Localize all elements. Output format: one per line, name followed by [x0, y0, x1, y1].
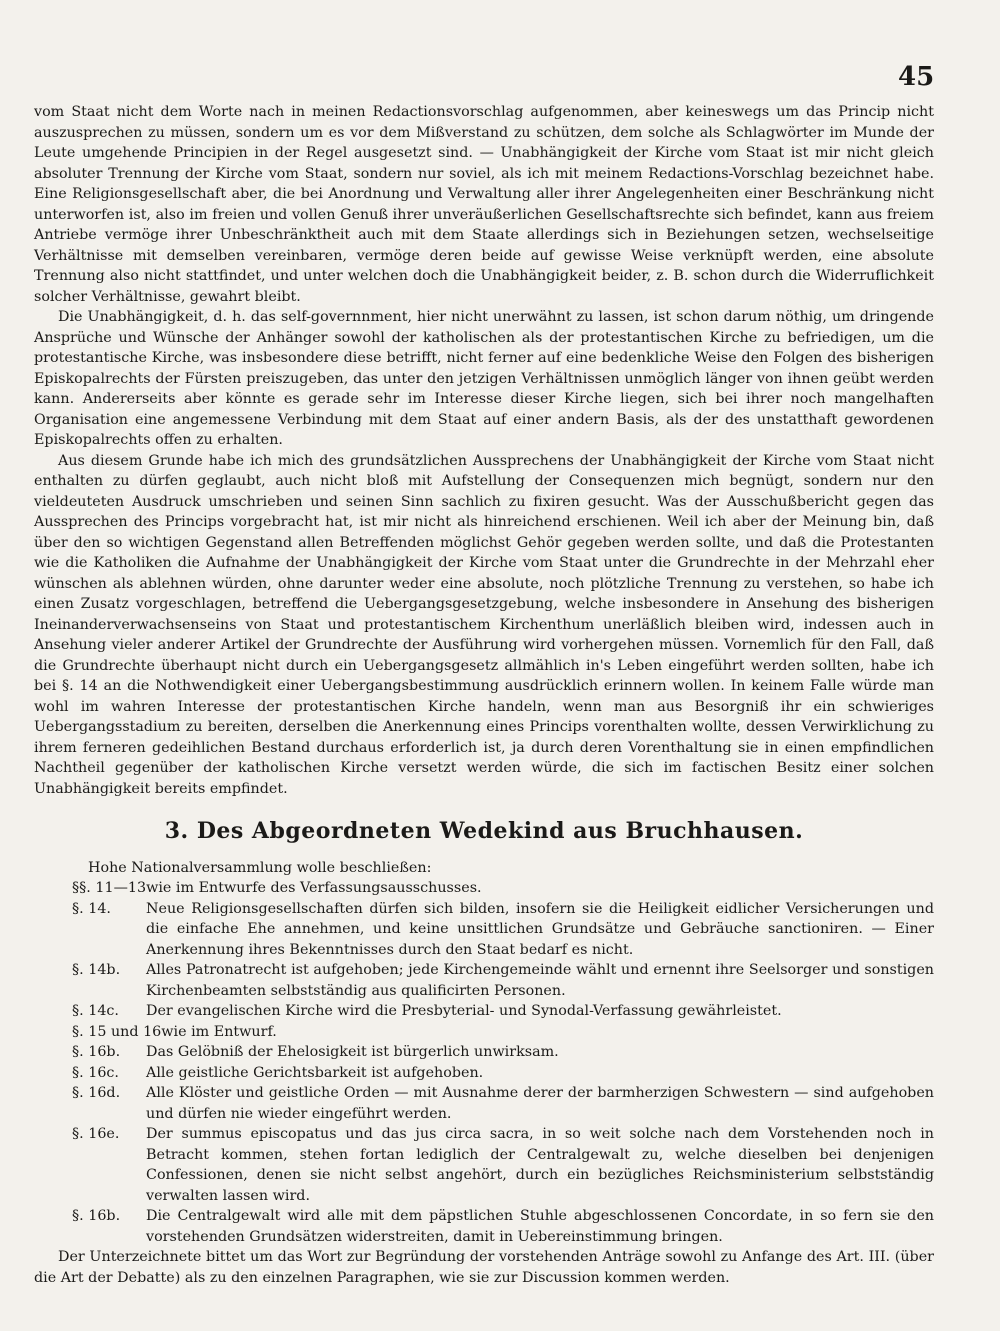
document-body	[34, 102, 934, 1288]
list-item	[34, 1022, 934, 1043]
item-number: §. 14c.	[72, 1003, 119, 1019]
list-item	[34, 1124, 934, 1206]
list-item	[34, 1042, 934, 1063]
item-number: §. 14.	[72, 900, 111, 917]
list-item	[34, 1206, 934, 1247]
list-item	[34, 878, 934, 899]
list-item	[34, 960, 934, 1001]
page-number: 45	[898, 62, 935, 92]
item-number: §. 14b.	[72, 962, 121, 978]
item-text: Der evangelischen Kirche wird die Presbyterial- und Synodal-Verfassung gewährleistet.	[146, 1003, 782, 1019]
list-item	[34, 1063, 934, 1084]
item-number: §. 15 und 16	[72, 1023, 162, 1040]
item-text: Alle Klöster und geistliche Orden — mit Ausnahme derer der barmherzigen Schwestern — sind aufgehoben und dürfen nie wieder eingeführt werden.	[146, 1085, 934, 1122]
paragraph: Aus diesem Grunde habe ich mich des grundsätzlichen Aussprechens der Unabhängigkeit der Kirche vom Staat nicht enthalten zu dürfen geglaubt, auch nicht bloß mit Aufstellung der Consequenzen mich begnügt, sondern nur den vieldeuteten Ausdruck umschrieben und seinen Sinn sachlich zu fixiren gesucht. Was der Ausschußbericht gegen das Aussprechen des Princips vorgebracht hat, ist mir nicht als hinreichend erschienen. Weil ich aber der Meinung bin, daß über den so wichtigen Gegenstand allen Betreffenden möglichst Gehör gegeben werden sollte, und daß die Protestanten wie die Katholiken die Aufnahme der Unabhängigkeit der Kirche vom Staat unter die Grundrechte in der Mehrzahl eher wünschen als ablehnen würden, ohne darunter weder eine absolute, noch plötzliche Trennung zu verstehen, so habe ich einen Zusatz vorgeschlagen, betreffend die Uebergangsgesetzgebung, welche insbesondere in Ansehung des bisherigen Ineinanderverwachsenseins von Staat und protestantischem Kirchenthum unerläßlich bleiben wird, indessen auch in Ansehung vieler anderer Artikel der Grundrechte der Ausführung wird vorhergehen müssen. Vornemlich für den Fall, daß die Grundrechte überhaupt nicht durch ein Uebergangsgesetz allmählich in's Leben eingeführt werden sollten, habe ich bei §. 14 an die Nothwendigkeit einer Uebergangsbestimmung ausdrücklich erinnern wollen. In keinem Falle würde man wohl im wahren Interesse der protestantischen Kirche handeln, wenn man aus Besorgniß ihr ein schwieriges Uebergangsstadium zu bereiten, derselben die Anerkennung eines Princips vorenthalten wollte, dessen Verwirklichung zu ihrem ferneren gedeihlichen Bestand durchaus erforderlich ist, ja durch deren Vorenthaltung sie in einen empfindlichen Nachtheil gegenüber der katholischen Kirche versetzt werden würde, die sich im factischen Besitz einer solchen Unabhängigkeit bereits empfindet.	[34, 452, 934, 797]
item-text: Das Gelöbniß der Ehelosigkeit ist bürgerlich unwirksam.	[146, 1044, 559, 1060]
item-number: §. 16c.	[72, 1064, 119, 1081]
section-heading: 3. Des Abgeordneten Wedekind aus Bruchhausen.	[164, 818, 804, 844]
item-text: wie im Entwurfe des Verfassungsausschusses.	[146, 880, 482, 896]
item-number: §. 16d.	[72, 1085, 121, 1101]
item-number: §. 16b.	[72, 1208, 121, 1224]
item-number: §. 16e.	[72, 1126, 120, 1142]
item-text: Alle geistliche Gerichtsbarkeit ist aufgehoben.	[146, 1064, 484, 1081]
item-text: Die Centralgewalt wird alle mit dem päpstlichen Stuhle abgeschlossenen Concordate, in so fern sie den vorstehenden Grundsätzen widerstreiten, damit in Uebereinstimmung bringen.	[146, 1208, 934, 1245]
item-number: §. 16b.	[72, 1044, 121, 1060]
list-item	[34, 1083, 934, 1124]
closing-paragraph: Der Unterzeichnete bittet um das Wort zur Begründung der vorstehenden Anträge sowohl zu Anfange des Art. III. (über die Art der Debatte) als zu den einzelnen Paragraphen, wie sie zur Discussion kommen werden.	[34, 1249, 934, 1286]
item-text: Neue Religionsgesellschaften dürfen sich bilden, insofern sie die Heiligkeit eidlicher Versicherungen und die einfache Ehe annehmen, und keine unsittlichen Grundsätze und Gebräuche sanctioniren. — Einer Anerkennung ihres Bekenntnisses durch den Staat bedarf es nicht.	[146, 900, 934, 958]
item-text: wie im Entwurf.	[161, 1023, 277, 1040]
list-item	[34, 899, 934, 961]
paragraph: vom Staat nicht dem Worte nach in meinen Redactionsvorschlag aufgenommen, aber keineswegs um das Princip nicht auszusprechen zu müssen, sondern um es vor dem Mißverstand zu schützen, dem solche als Schlagwörter im Munde der Leute umgehende Principien in der Regel ausgesetzt sind. — Unabhängigkeit der Kirche vom Staat ist mir nicht gleich absoluter Trennung der Kirche vom Staat, sondern nur soviel, als ich mit meinem Redactions-Vorschlag bezeichnet habe. Eine Religionsgesellschaft aber, die bei Anordnung und Verwaltung aller ihrer Angelegenheiten einer Beschränkung nicht unterworfen ist, also im freien und vollen Genuß ihrer unveräußerlichen Gesellschaftsrechte sich befindet, kann aus freiem Antriebe vermöge ihrer Unbeschränktheit auch mit dem Staate allerdings sich in Beziehungen setzen, wechselseitige Verhältnisse mit demselben vereinbaren, vermöge deren beide auf gewisse Weise verknüpft werden, eine absolute Trennung also nicht stattfindet, und unter welchen doch die Unabhängigkeit beider, z. B. schon durch die Widerruflichkeit solcher Verhältnisse, gewahrt bleibt.	[34, 104, 934, 305]
list-item	[34, 1001, 934, 1022]
item-text: Der summus episcopatus und das jus circa sacra, in so weit solche nach dem Vorstehenden noch in Betracht kommen, stehen fortan lediglich der Centralgewalt zu, welche dieselben bei denjenigen Confessionen, denen sie nicht selbst angehört, durch ein bezügliches Reichsministerium selbstständig verwalten lassen wird.	[146, 1126, 934, 1204]
paragraph: Die Unabhängigkeit, d. h. das self-governnment, hier nicht unerwähnt zu lassen, ist schon darum nöthig, um dringende Ansprüche und Wünsche der Anhänger sowohl der katholischen als der protestantischen Kirche zu befriedigen, um die protestantische Kirche, was insbesondere diese betrifft, nicht ferner auf eine bedenkliche Weise den Folgen des bisherigen Episkopalrechts der Fürsten preiszugeben, das unter den jetzigen Verhältnissen unmöglich länger von ihnen geübt werden kann. Andererseits aber könnte es gerade sehr im Interesse dieser Kirche liegen, sich bei ihrer noch mangelhaften Organisation eine angemessene Verbindung mit dem Staat auf einer andern Basis, als der des unstatthaft gewordenen Episkopalrechts offen zu erhalten.	[34, 309, 934, 448]
section-intro: Hohe Nationalversammlung wolle beschließen:	[88, 859, 432, 876]
item-number: §§. 11—13	[72, 880, 147, 896]
item-text: Alles Patronatrecht ist aufgehoben; jede Kirchengemeinde wählt und ernennt ihre Seelsorger und sonstigen Kirchenbeamten selbstständig aus qualificirten Personen.	[146, 962, 934, 999]
